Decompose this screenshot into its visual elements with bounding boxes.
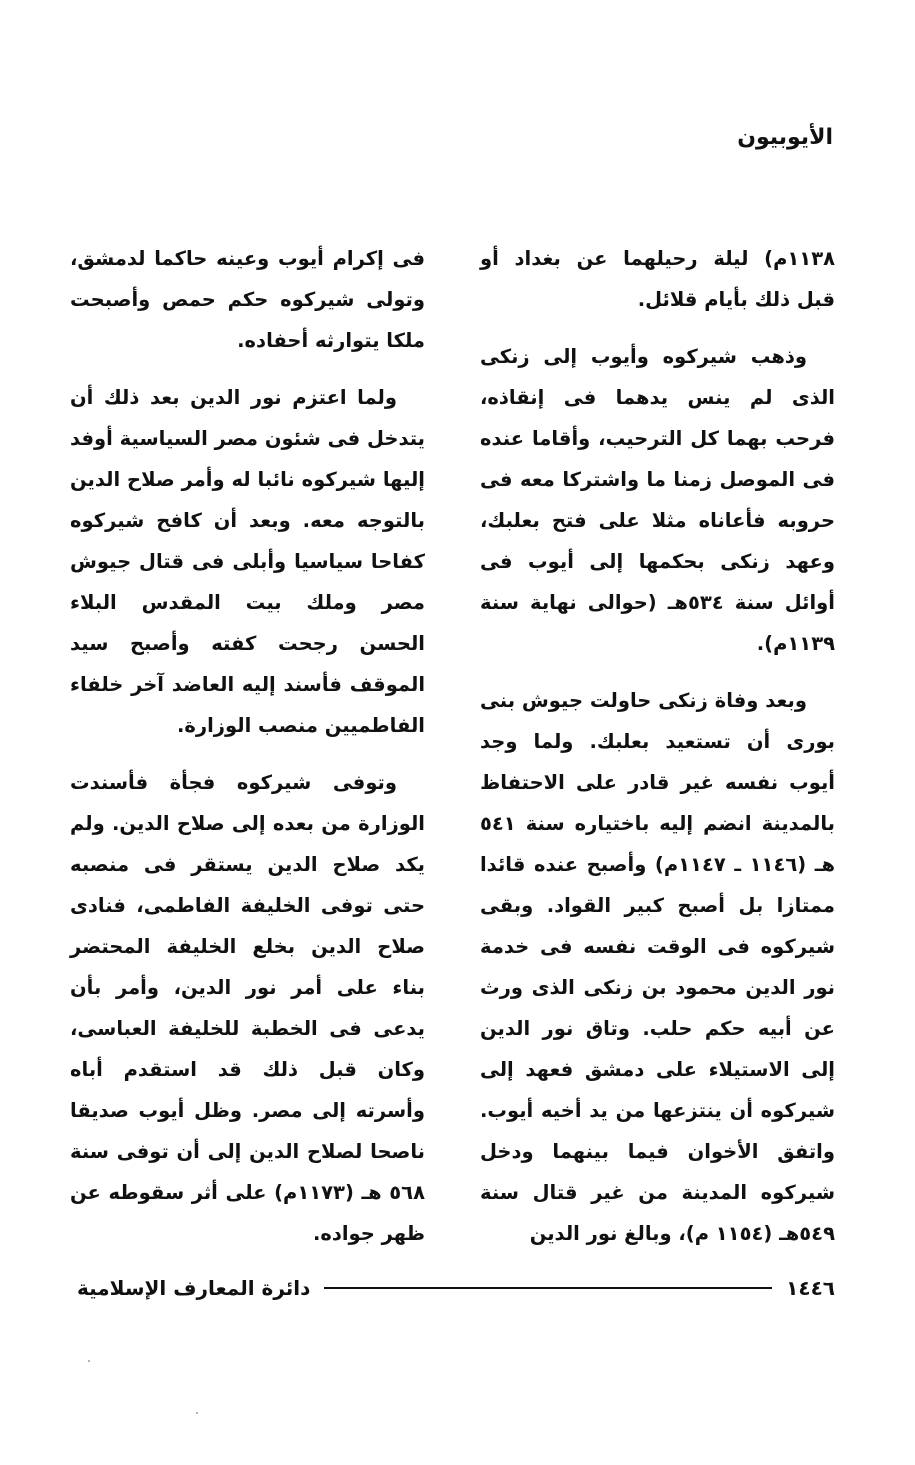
paragraph: ولما اعتزم نور الدين بعد ذلك أن يتدخل فى شئون مصر السياسية أوفد إليها شيركوه نائبا له وأمر صلاح الدين بالتوجه معه. وبعد أن كافح شيركوه كفاحا سياسيا وأبلى فى قتال جيوش مصر وملك بيت المقدس البلاء الحسن رجحت كفته وأصبح سيد الموقف فأسند إليه العاضد آخر خلفاء الفاطميين منصب الوزارة.: [70, 386, 425, 737]
running-title: الأيوبيون: [737, 125, 833, 150]
footer-rule: [324, 1287, 772, 1289]
paragraph: ١١٣٨م) ليلة رحيلهما عن بغداد أو قبل ذلك بأيام قلائل.: [480, 247, 835, 311]
scan-speck: [88, 1360, 90, 1362]
scan-speck: [196, 1412, 198, 1414]
paragraph: فى إكرام أيوب وعينه حاكما لدمشق، وتولى شيركوه حكم حمص وأصبحت ملكا يتوارثه أحفاده.: [70, 247, 425, 352]
page-number: ١٤٤٦: [786, 1276, 835, 1300]
paragraph: وذهب شيركوه وأيوب إلى زنكى الذى لم ينس يدهما فى إنقاذه، فرحب بهما كل الترحيب، وأقاما عنده فى الموصل زمنا ما واشتركا معه فى حروبه فأعاناه مثلا على فتح بعلبك، وعهد زنكى بحكمها إلى أيوب فى أوائل سنة ٥٣٤هـ (حوالى نهاية سنة ١١٣٩م).: [480, 345, 835, 655]
paragraph: وتوفى شيركوه فجأة فأسندت الوزارة من بعده إلى صلاح الدين. ولم يكد صلاح الدين يستقر فى منصبه حتى توفى الخليفة الفاطمى، فنادى صلاح الدين بخلع الخليفة المحتضر بناء على أمر نور الدين، وأمر بأن يدعى فى الخطبة للخليفة العباسى، وكان قبل ذلك قد استقدم أباه وأسرته إلى مصر. وظل أيوب صديقا ناصحا لصلاح الدين إلى أن توفى سنة ٥٦٨ هـ (١١٧٣م) على أثر سقوطه عن ظهر جواده.: [70, 771, 425, 1245]
page-footer: [77, 1268, 835, 1308]
text-column-left: [70, 238, 425, 1270]
paragraph: وبعد وفاة زنكى حاولت جيوش بنى بورى أن تستعيد بعلبك. ولما وجد أيوب نفسه غير قادر على الاحتفاظ بالمدينة انضم إليه باختياره سنة ٥٤١ هـ (١١٤٦ ـ ١١٤٧م) وأصبح عنده قائدا ممتازا بل أصبح كبير القواد. وبقى شيركوه فى الوقت نفسه فى خدمة نور الدين محمود بن زنكى الذى ورث عن أبيه حكم حلب. وتاق نور الدين إلى الاستيلاء على دمشق فعهد إلى شيركوه أن ينتزعها من يد أخيه أيوب. واتفق الأخوان فيما بينهما ودخل شيركوه المدينة من غير قتال سنة ٥٤٩هـ (١١٥٤ م)، وبالغ نور الدين: [480, 689, 835, 1245]
text-column-right: [480, 238, 835, 1270]
publication-title: دائرة المعارف الإسلامية: [77, 1276, 311, 1300]
